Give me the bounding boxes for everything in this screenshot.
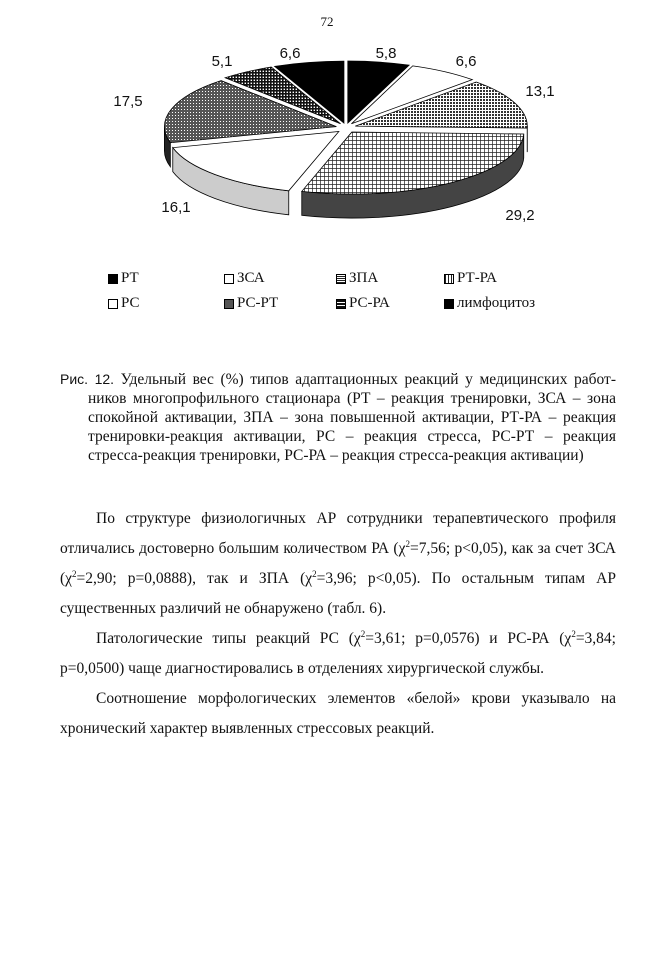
legend-label: РС — [121, 295, 140, 311]
legend-item-lymphocytosis — [444, 295, 584, 312]
paragraph-2 — [60, 624, 616, 684]
legend-item-zsa — [224, 270, 336, 287]
caption-prefix: Рис. 12. — [60, 371, 115, 387]
legend-swatch — [336, 274, 346, 284]
page-number: 72 — [320, 14, 334, 29]
pie-slice-4 — [302, 132, 524, 218]
text-run: =2,90; р=0,0888), так и ЗПА (χ — [76, 570, 313, 587]
pie-value-label: 29,2 — [505, 207, 535, 224]
caption-continuation: ников многопрофильного стационара (РТ – реакция тренировки, ЗСА – зона спокойной активации, ЗПА – зона повышенной активации, РТ-РА – реакция тренировки-реакция активации, РС – реакция стресса, РС-РТ – реакция стресса-реакция тренировки, РС-РА – реакция стресса-реакция активации) — [88, 390, 616, 464]
superscript: 2 — [72, 568, 77, 579]
pie-value-label: 13,1 — [525, 83, 555, 100]
legend-label: РТ — [121, 270, 139, 286]
legend-item-rt-ra — [444, 270, 584, 287]
pie-value-label: 5,8 — [375, 45, 397, 62]
figure-caption — [60, 370, 616, 465]
legend-label: РТ-РА — [457, 270, 497, 286]
superscript: 2 — [312, 568, 317, 579]
legend-item-rs-ra — [336, 295, 444, 312]
legend-item-rt — [108, 270, 224, 287]
legend-item-rs-rt — [224, 295, 336, 312]
paragraph-1 — [60, 504, 616, 624]
legend-label: ЗПА — [349, 270, 379, 286]
caption-first-line — [60, 370, 616, 389]
body-text — [60, 504, 616, 744]
chart-legend — [108, 270, 588, 312]
legend-label: РС-РТ — [237, 295, 279, 311]
legend-label: лимфоцитоз — [457, 295, 536, 311]
legend-swatch — [224, 274, 234, 284]
pie-chart — [0, 0, 654, 250]
superscript: 2 — [571, 628, 576, 639]
text-run: Патологические типы реакций РС (χ — [96, 630, 361, 647]
text-run: =3,61; р=0,0576) и РС-РА (χ — [365, 630, 572, 647]
legend-swatch — [108, 274, 118, 284]
legend-swatch — [336, 299, 346, 309]
legend-swatch — [444, 274, 454, 284]
pie-value-label: 17,5 — [113, 93, 143, 110]
legend-label: ЗСА — [237, 270, 265, 286]
caption-first-text: Удельный вес (%) типов адаптационных реакций у медицинских работ- — [120, 371, 616, 388]
superscript: 2 — [360, 628, 366, 639]
pie-value-label: 5,1 — [211, 53, 233, 70]
legend-item-zpa — [336, 270, 444, 287]
legend-swatch — [108, 299, 118, 309]
legend-label: РС-РА — [349, 295, 390, 311]
paragraph-3: Соотношение морфологических элементов «белой» крови указывало на хронический характер выявленных стрессовых реакций. — [60, 690, 616, 737]
legend-item-rs — [108, 295, 224, 312]
pie-value-label: 6,6 — [279, 45, 301, 62]
text-run: =3,84; р=0,0500) чаще диагностировались в отделениях хирургической службы. — [60, 630, 616, 677]
legend-swatch — [444, 299, 454, 309]
pie-value-label: 16,1 — [161, 199, 191, 216]
legend-swatch — [224, 299, 234, 309]
pie-value-label: 6,6 — [455, 53, 477, 70]
superscript: 2 — [405, 538, 410, 549]
text-run: =7,56; р<0,05), как за счет ЗСА (χ — [60, 540, 616, 587]
text-run: По структуре физиологичных АР сотрудники терапевтического профиля отличались достоверно большим количеством РА (χ — [60, 510, 616, 557]
text-run: =3,96; р<0,05). По остальным типам АР существенных различий не обнаружено (табл. 6). — [60, 570, 616, 617]
